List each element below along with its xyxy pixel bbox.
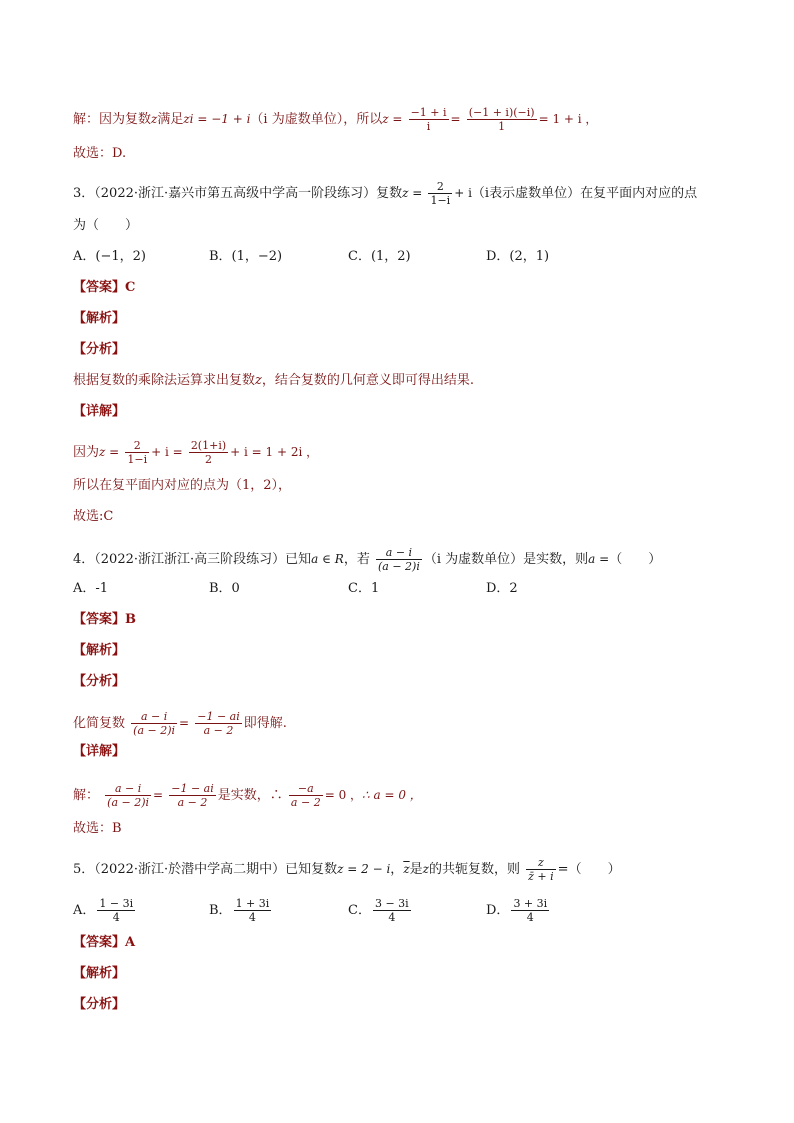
choose-line: 故选：B <box>73 821 122 836</box>
analysis-a: 根据复数的乘除法运算求出复数 <box>73 373 256 388</box>
plus-i: + i <box>454 186 472 200</box>
choose-line: 故选:C <box>73 509 114 524</box>
denominator: i <box>426 120 431 133</box>
option-b: B．(1，−2) <box>209 249 283 264</box>
choose-line: 故选：D. <box>73 146 127 161</box>
numerator: 2 <box>428 180 452 194</box>
eq-z: z = <box>382 112 403 126</box>
numerator: a − i <box>131 710 177 724</box>
eq-zi: zi = −1 + i <box>183 112 251 126</box>
calc-line <box>73 439 318 466</box>
conj2: 的共轭复数，则 <box>428 862 520 877</box>
var-z: z <box>422 862 429 876</box>
option-a: A．-1 <box>73 581 109 596</box>
sol-note: （i 为虚数单位），所以 <box>250 112 383 127</box>
jiexi-label: 【解析】 <box>73 966 126 981</box>
zdef: z = 2 − i <box>337 862 391 876</box>
q5-lead: 5．（2022·浙江·於潜中学高二期中）已知复数 <box>73 862 338 877</box>
var-z: z <box>151 112 158 126</box>
numerator: (−1 + i)(−i) <box>468 106 535 119</box>
eq-a: a = <box>588 552 610 566</box>
question-4-stem <box>73 546 661 573</box>
denominator: (a − 2)i <box>377 560 420 573</box>
option-b <box>209 897 273 924</box>
equals: = <box>179 716 190 730</box>
denominator: 4 <box>526 911 534 924</box>
jiexi-label: 【解析】 <box>73 643 126 658</box>
numerator: a − i <box>376 546 422 560</box>
option-a: A．(−1，2) <box>73 249 146 264</box>
jiexi-label: 【解析】 <box>73 311 126 326</box>
numerator: 2(1+i) <box>190 439 227 452</box>
solution-line <box>73 782 422 809</box>
denominator: 1−i <box>430 194 451 207</box>
fraction <box>467 106 537 133</box>
result: = 1 + i ， <box>538 112 598 126</box>
therefore: ∴ <box>269 788 283 803</box>
fraction <box>131 710 177 737</box>
z-bar: $\overline{z}$ <box>403 862 410 876</box>
option-a <box>73 897 137 924</box>
fraction <box>169 782 216 809</box>
fraction <box>428 180 452 207</box>
fenxi-label: 【分析】 <box>73 997 126 1012</box>
q3-rest: （i表示虚数单位）在复平面内对应的点 <box>471 186 698 201</box>
calc-mid: + i = <box>151 445 183 459</box>
fraction <box>511 897 549 924</box>
denominator: (a − 2)i <box>133 724 176 737</box>
option-c <box>348 897 413 924</box>
denominator: a − 2 <box>290 796 321 809</box>
answer-label: 【答案】B <box>73 612 136 627</box>
denominator: (a − 2)i <box>107 796 150 809</box>
numerator: −1 − ai <box>171 782 214 795</box>
fraction <box>234 897 272 924</box>
q4-paren: （ ） <box>609 552 662 567</box>
calc-lead: 因为 <box>73 445 100 460</box>
cond: a ∈ R <box>311 552 344 566</box>
numerator: −1 − ai <box>197 710 240 723</box>
numerator: a − i <box>105 782 151 796</box>
option-c: C．1 <box>348 581 380 596</box>
sol-lead: 解：因为复数 <box>73 112 152 127</box>
option-letter: B． <box>209 903 232 918</box>
fraction <box>376 546 422 573</box>
analysis-b: ，结合复数的几何意义即可得出结果. <box>261 373 475 388</box>
denominator: 4 <box>388 911 396 924</box>
simplify-line <box>73 710 287 737</box>
simp-end: 即得解. <box>243 716 287 731</box>
numerator: −a <box>289 782 323 796</box>
fraction <box>97 897 135 924</box>
denominator: 2 <box>204 453 212 466</box>
question-5-stem <box>73 856 621 883</box>
fraction <box>289 782 323 809</box>
point-line: 所以在复平面内对应的点为（1，2）， <box>73 478 292 493</box>
comma: ， <box>390 862 404 877</box>
denominator: 4 <box>248 911 256 924</box>
detail-label: 【详解】 <box>73 404 126 419</box>
answer-label: 【答案】A <box>73 935 136 950</box>
eq-z: z = <box>99 445 120 459</box>
option-d <box>486 897 551 924</box>
numerator: 1 + 3i <box>235 897 270 910</box>
zero: = 0 ， <box>324 788 363 802</box>
fraction <box>526 856 556 883</box>
option-letter: C． <box>348 903 371 918</box>
calc-end: + i = 1 + 2i ， <box>230 445 319 459</box>
denominator: a − 2 <box>177 796 208 809</box>
detail-label: 【详解】 <box>73 744 126 759</box>
option-d: D．(2，1) <box>486 249 550 264</box>
q4-ruo: ，若 <box>343 552 370 567</box>
option-letter: A． <box>73 903 96 918</box>
option-letter: D． <box>486 903 510 918</box>
conj: 是 <box>409 862 423 877</box>
q4-lead: 4．（2022·浙江浙江·高三阶段练习）已知 <box>73 552 312 567</box>
option-d: D．2 <box>486 581 518 596</box>
eq-z: z = <box>402 186 423 200</box>
q3-lead: 3．（2022·浙江·嘉兴市第五高级中学高一阶段练习）复数 <box>73 186 403 201</box>
numerator: 3 − 3i <box>374 897 409 910</box>
final: ∴ a = 0 ， <box>362 788 422 802</box>
denominator: a − 2 <box>203 724 234 737</box>
numerator: 2 <box>125 439 149 453</box>
denominator: 1−i <box>127 453 148 466</box>
question-3-stem <box>73 180 697 207</box>
real-text: 是实数， <box>217 788 270 803</box>
var-z: z <box>255 373 262 388</box>
option-c: C．(1，2) <box>348 249 411 264</box>
denominator: 1 <box>498 120 506 133</box>
question-3-line2: 为（ ） <box>73 218 139 233</box>
fraction <box>373 897 411 924</box>
analysis-text <box>73 372 474 390</box>
q5-tail: =（ ） <box>557 862 621 877</box>
denominator: z̄ + i <box>528 870 554 883</box>
fraction <box>105 782 151 809</box>
answer-label: 【答案】C <box>73 280 136 295</box>
numerator: z <box>526 856 556 870</box>
simp-lead: 化简复数 <box>73 716 126 731</box>
sol-sat: 满足 <box>157 112 184 127</box>
numerator: 1 − 3i <box>99 897 134 910</box>
fenxi-label: 【分析】 <box>73 674 126 689</box>
fraction <box>189 439 228 466</box>
numerator: −1 + i <box>410 106 447 119</box>
numerator: 3 + 3i <box>513 897 548 910</box>
sol-lead: 解： <box>73 788 100 803</box>
fenxi-label: 【分析】 <box>73 342 126 357</box>
solution-line <box>73 106 597 133</box>
denominator: 4 <box>112 911 120 924</box>
fraction <box>125 439 149 466</box>
fraction <box>409 106 449 133</box>
option-b: B．0 <box>209 581 240 596</box>
equals: = <box>450 112 461 126</box>
q4-rest: （i 为虚数单位）是实数，则 <box>423 552 589 567</box>
equals: = <box>153 788 164 802</box>
fraction <box>195 710 242 737</box>
